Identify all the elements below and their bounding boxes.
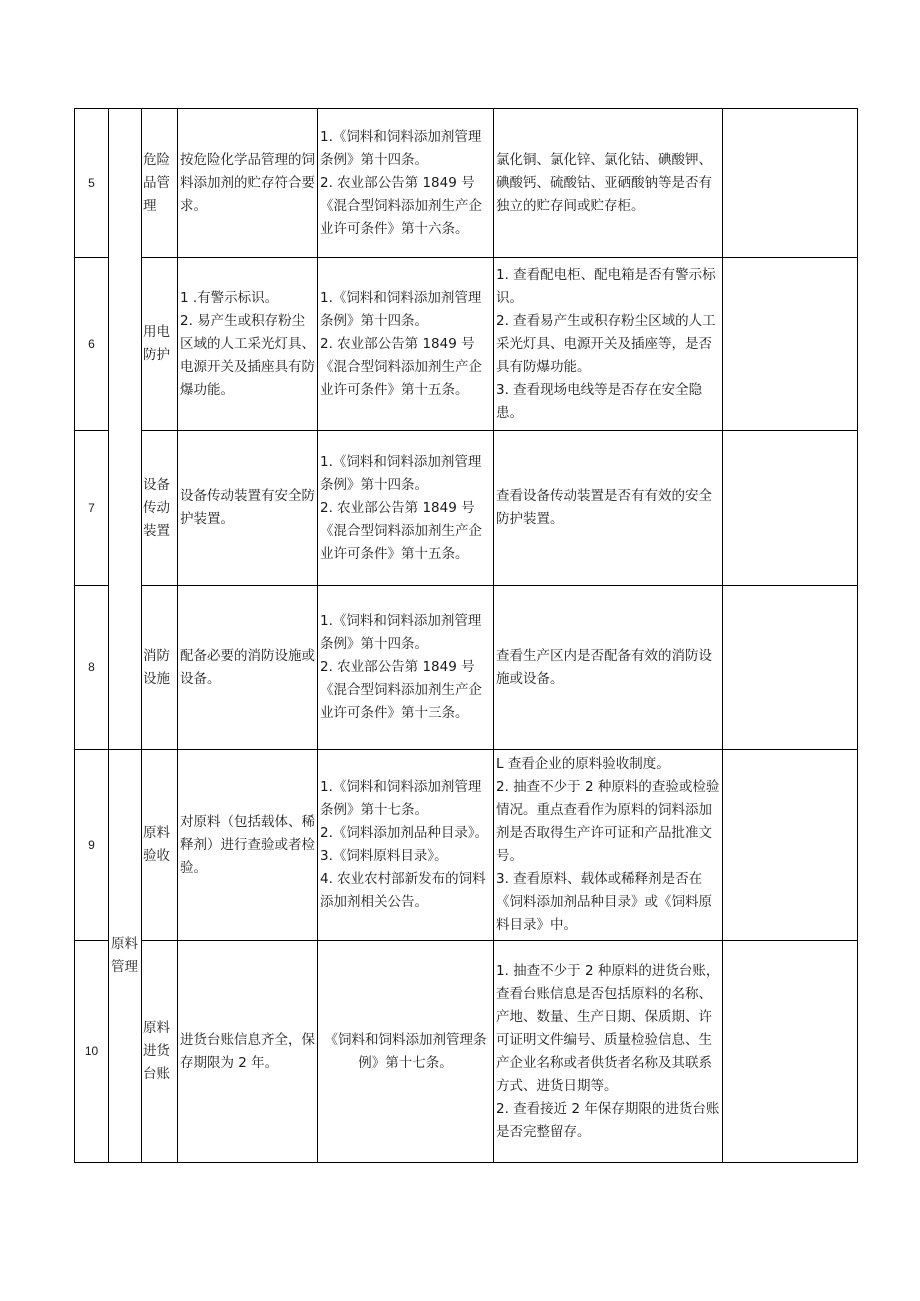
inspection-method — [494, 750, 723, 941]
check-item: 设备传动装置 — [142, 431, 178, 586]
method-line: 1. 抽查不少于 2 种原料的进货台账，查看台账信息是否包括原料的名称、产地、数量、生产日期、保质期、许可证明文件编号、质量检验信息、生产企业名称或者供货者名称及其联系方式、进货日期等。 — [496, 962, 720, 1094]
row-number: 5 — [75, 109, 109, 258]
basis — [318, 431, 494, 586]
row-number: 9 — [75, 750, 109, 941]
check-item: 危险品管理 — [142, 109, 178, 258]
result-cell — [723, 586, 858, 750]
check-item: 原料验收 — [142, 750, 178, 941]
requirement-line: 1 .有警示标识。 — [180, 289, 279, 306]
basis-line: 3.《饲料原料目录》。 — [320, 848, 448, 864]
basis-line: 1.《饲料和饲料添加剂管理条例》第十四条。 — [320, 453, 482, 493]
inspection-method — [494, 109, 723, 258]
table-row — [75, 431, 858, 586]
basis — [318, 941, 494, 1163]
method-line: 3. 查看原料、载体或稀释剂是否在《饲料添加剂品种目录》或《饲料原料目录》中。 — [496, 871, 712, 933]
inspection-method — [494, 941, 723, 1163]
row-number: 6 — [75, 258, 109, 431]
basis-line: 2. 农业部公告第 1849 号《混合型饲料添加剂生产企业许可条件》第十五条。 — [320, 499, 482, 562]
requirement: 设备传动装置有安全防护装置。 — [178, 431, 318, 586]
method-line: 2. 查看易产生或积存粉尘区域的人工采光灯具、电源开关及插座等，是否具有防爆功能。 — [496, 312, 716, 375]
method-line: 2. 查看接近 2 年保存期限的进货台账是否完整留存。 — [496, 1100, 720, 1140]
requirement: 按危险化学品管理的饲料添加剂的贮存符合要求。 — [178, 109, 318, 258]
basis — [318, 586, 494, 750]
basis — [318, 109, 494, 258]
check-item: 原料进货台账 — [142, 941, 178, 1163]
table-row — [75, 941, 858, 1163]
basis-line: 4. 农业农村部新发布的饲料添加剂相关公告。 — [320, 871, 486, 910]
row-number: 7 — [75, 431, 109, 586]
row-number: 10 — [75, 941, 109, 1163]
inspection-method — [494, 586, 723, 750]
requirement: 对原料（包括载体、稀释剂）进行查验或者检验。 — [178, 750, 318, 941]
basis-line: 1.《饲料和饲料添加剂管理条例》第十四条。 — [320, 289, 482, 329]
result-cell — [723, 109, 858, 258]
table-row — [75, 586, 858, 750]
basis-line: 2. 农业部公告第 1849 号《混合型饲料添加剂生产企业许可条件》第十六条。 — [320, 174, 482, 237]
method-line: 查看生产区内是否配备有效的消防设施或设备。 — [496, 647, 712, 687]
basis-line: 1.《饲料和饲料添加剂管理条例》第十四条。 — [320, 128, 482, 168]
category-raw-material: 原料管理 — [109, 750, 142, 1163]
basis-line: 2.《饲料添加剂品种目录》。 — [320, 825, 489, 841]
category-cell-empty — [109, 109, 142, 750]
row-number: 8 — [75, 586, 109, 750]
basis — [318, 258, 494, 431]
inspection-table — [74, 108, 858, 1163]
table-row — [75, 109, 858, 258]
requirement — [178, 258, 318, 431]
check-item: 消防设施 — [142, 586, 178, 750]
basis — [318, 750, 494, 941]
method-line: 查看设备传动装置是否有有效的安全防护装置。 — [496, 488, 712, 527]
basis-line: 2. 农业部公告第 1849 号《混合型饲料添加剂生产企业许可条件》第十三条。 — [320, 659, 482, 721]
requirement: 进货台账信息齐全，保存期限为 2 年。 — [178, 941, 318, 1163]
method-line: 2. 抽查不少于 2 种原料的查验或检验情况。重点查看作为原料的饲料添加剂是否取得生产许可证和产品批准文号。 — [496, 779, 720, 864]
result-cell — [723, 431, 858, 586]
requirement-line: 2. 易产生或积存粉尘区域的人工采光灯具、电源开关及插座具有防爆功能。 — [180, 312, 315, 398]
result-cell — [723, 258, 858, 431]
basis-line: 1.《饲料和饲料添加剂管理条例》第十七条。 — [320, 779, 482, 818]
result-cell — [723, 941, 858, 1163]
table-row — [75, 258, 858, 431]
result-cell — [723, 750, 858, 941]
method-line: L 查看企业的原料验收制度。 — [496, 756, 670, 772]
basis-line: 《饲料和饲料添加剂管理条例》第十七条。 — [324, 1031, 487, 1071]
inspection-method — [494, 258, 723, 431]
basis-line: 1.《饲料和饲料添加剂管理条例》第十四条。 — [320, 613, 482, 652]
method-line: 3. 查看现场电线等是否存在安全隐患。 — [496, 381, 703, 421]
basis-line: 2. 农业部公告第 1849 号《混合型饲料添加剂生产企业许可条件》第十五条。 — [320, 335, 482, 398]
requirement: 配备必要的消防设施或设备。 — [178, 586, 318, 750]
check-item: 用电防护 — [142, 258, 178, 431]
method-line: 1. 查看配电柜、配电箱是否有警示标识。 — [496, 266, 716, 306]
method-line: 氯化铜、氯化锌、氯化钴、碘酸钾、碘酸钙、硫酸钴、亚硒酸钠等是否有独立的贮存间或贮存柜。 — [496, 151, 712, 214]
inspection-method — [494, 431, 723, 586]
table-row — [75, 750, 858, 941]
